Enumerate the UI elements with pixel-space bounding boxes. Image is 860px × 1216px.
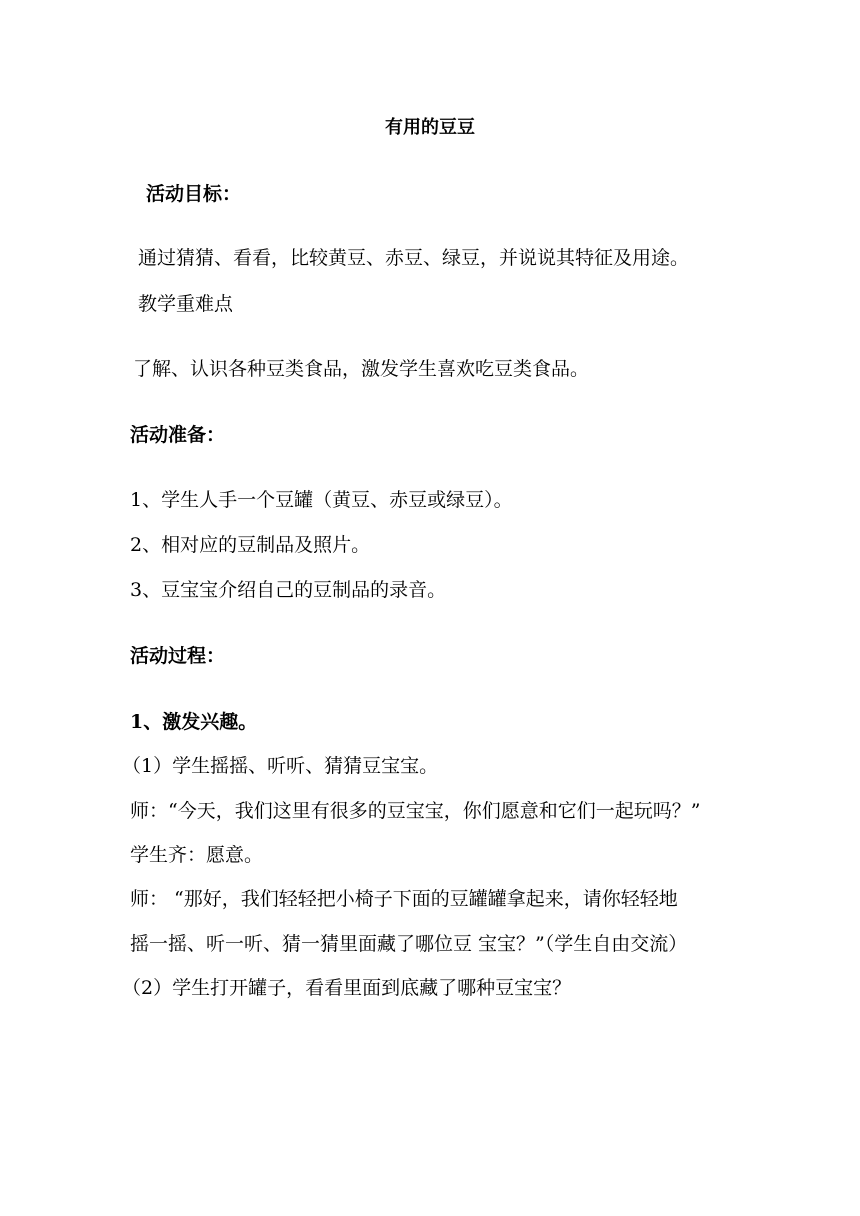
difficulty-heading: 教学重难点 [138,293,234,315]
prep-heading: 活动准备： [130,424,226,446]
goal-text: 通过猜猜、看看，比较黄豆、赤豆、绿豆，并说说其特征及用途。 [138,247,690,269]
goals-heading: 活动目标： [146,183,242,205]
step1-heading: 1、激发兴趣。 [130,711,258,733]
prep-item: 1、学生人手一个豆罐（黄豆、赤豆或绿豆）。 [130,489,513,511]
step1-line: 学生齐：愿意。 [130,844,264,866]
step1-line: （2）学生打开罐子，看看里面到底藏了哪种豆宝宝？ [122,977,572,999]
step1-line: 师：“今天，我们这里有很多的豆宝宝，你们愿意和它们一起玩吗？” [130,800,701,822]
difficulty-text: 了解、认识各种豆类食品，激发学生喜欢吃豆类食品。 [133,358,590,380]
prep-item: 2、相对应的豆制品及照片。 [130,534,371,556]
process-heading: 活动过程： [130,645,226,667]
step1-line: 摇一摇、听一听、猜一猜里面藏了哪位豆 宝宝？”（学生自由交流） [130,933,688,955]
prep-item: 3、豆宝宝介绍自己的豆制品的录音。 [130,579,447,601]
step1-line: （1）学生摇摇、听听、猜猜豆宝宝。 [122,755,439,777]
document-title: 有用的豆豆 [385,117,475,138]
step1-line: 师： “那好，我们轻轻把小椅子下面的豆罐罐拿起来，请你轻轻地 [130,888,678,910]
